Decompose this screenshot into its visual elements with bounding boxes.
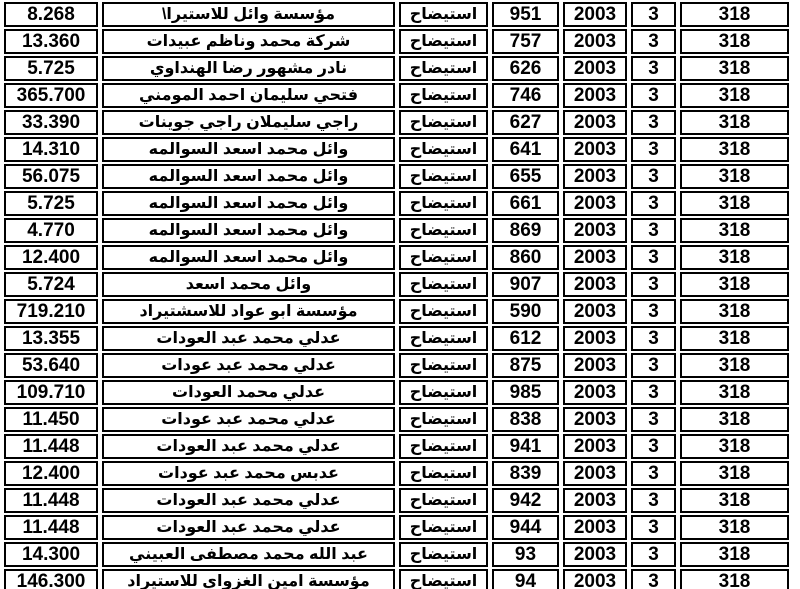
cell-statement-type: استيضاح [399, 218, 488, 243]
table-row [4, 245, 789, 270]
cell-year: 2003 [563, 569, 627, 589]
cell-month: 3 [631, 218, 676, 243]
table-row [4, 326, 789, 351]
cell-amount: 13.360 [4, 29, 98, 54]
table-row [4, 29, 789, 54]
cell-year: 2003 [563, 245, 627, 270]
cell-amount: 11.450 [4, 407, 98, 432]
table-row [4, 515, 789, 540]
cell-month: 3 [631, 380, 676, 405]
cell-amount: 5.725 [4, 191, 98, 216]
cell-amount: 109.710 [4, 380, 98, 405]
cell-serial-number: 985 [492, 380, 559, 405]
cell-month: 3 [631, 137, 676, 162]
cell-serial-number: 93 [492, 542, 559, 567]
table-row [4, 56, 789, 81]
cell-ref-number: 318 [680, 353, 789, 378]
cell-serial-number: 590 [492, 299, 559, 324]
table-row [4, 164, 789, 189]
cell-serial-number: 951 [492, 2, 559, 27]
cell-amount: 365.700 [4, 83, 98, 108]
cell-statement-type: استيضاح [399, 191, 488, 216]
cell-year: 2003 [563, 515, 627, 540]
cell-trader-name: فتحي سليمان احمد المومني [102, 83, 395, 108]
cell-statement-type: استيضاح [399, 380, 488, 405]
cell-month: 3 [631, 542, 676, 567]
cell-statement-type: استيضاح [399, 569, 488, 589]
cell-ref-number: 318 [680, 245, 789, 270]
cell-year: 2003 [563, 218, 627, 243]
cell-month: 3 [631, 407, 676, 432]
cell-amount: 5.724 [4, 272, 98, 297]
cell-year: 2003 [563, 434, 627, 459]
cell-trader-name: عدلي محمد العودات [102, 380, 395, 405]
cell-year: 2003 [563, 542, 627, 567]
cell-serial-number: 627 [492, 110, 559, 135]
cell-amount: 11.448 [4, 515, 98, 540]
cell-month: 3 [631, 461, 676, 486]
cell-year: 2003 [563, 353, 627, 378]
cell-serial-number: 757 [492, 29, 559, 54]
cell-serial-number: 907 [492, 272, 559, 297]
cell-ref-number: 318 [680, 218, 789, 243]
cell-statement-type: استيضاح [399, 326, 488, 351]
cell-serial-number: 875 [492, 353, 559, 378]
cell-trader-name: عدبس محمد عبد عودات [102, 461, 395, 486]
cell-month: 3 [631, 110, 676, 135]
cell-trader-name: عدلي محمد عبد عودات [102, 407, 395, 432]
cell-month: 3 [631, 83, 676, 108]
cell-amount: 14.310 [4, 137, 98, 162]
cell-amount: 11.448 [4, 434, 98, 459]
cell-serial-number: 942 [492, 488, 559, 513]
cell-year: 2003 [563, 2, 627, 27]
cell-statement-type: استيضاح [399, 407, 488, 432]
cell-trader-name: عدلي محمد عبد عودات [102, 353, 395, 378]
cell-trader-name: عدلي محمد عبد العودات [102, 326, 395, 351]
cell-statement-type: استيضاح [399, 515, 488, 540]
cell-serial-number: 661 [492, 191, 559, 216]
cell-trader-name: وائل محمد اسعد السوالمه [102, 137, 395, 162]
cell-ref-number: 318 [680, 380, 789, 405]
table-row [4, 110, 789, 135]
cell-serial-number: 626 [492, 56, 559, 81]
cell-month: 3 [631, 299, 676, 324]
cell-trader-name: عبد الله محمد مصطفى العبيني [102, 542, 395, 567]
cell-serial-number: 612 [492, 326, 559, 351]
cell-statement-type: استيضاح [399, 164, 488, 189]
cell-statement-type: استيضاح [399, 29, 488, 54]
cell-statement-type: استيضاح [399, 488, 488, 513]
table-row [4, 488, 789, 513]
cell-year: 2003 [563, 326, 627, 351]
cell-month: 3 [631, 326, 676, 351]
table-row [4, 434, 789, 459]
table-row [4, 353, 789, 378]
table-row [4, 137, 789, 162]
table-row [4, 380, 789, 405]
cell-serial-number: 869 [492, 218, 559, 243]
cell-month: 3 [631, 515, 676, 540]
table-row [4, 191, 789, 216]
table-row [4, 461, 789, 486]
cell-amount: 8.268 [4, 2, 98, 27]
cell-amount: 13.355 [4, 326, 98, 351]
table-row [4, 299, 789, 324]
cell-trader-name: نادر مشهور رضا الهنداوي [102, 56, 395, 81]
cell-year: 2003 [563, 380, 627, 405]
cell-ref-number: 318 [680, 407, 789, 432]
cell-year: 2003 [563, 29, 627, 54]
table-row [4, 272, 789, 297]
cell-ref-number: 318 [680, 569, 789, 589]
cell-month: 3 [631, 56, 676, 81]
cell-serial-number: 655 [492, 164, 559, 189]
cell-trader-name: راجي سليملان راجي جوينات [102, 110, 395, 135]
cell-year: 2003 [563, 272, 627, 297]
cell-month: 3 [631, 488, 676, 513]
cell-year: 2003 [563, 299, 627, 324]
cell-year: 2003 [563, 83, 627, 108]
cell-ref-number: 318 [680, 461, 789, 486]
cell-statement-type: استيضاح [399, 110, 488, 135]
cell-year: 2003 [563, 407, 627, 432]
cell-ref-number: 318 [680, 515, 789, 540]
cell-year: 2003 [563, 461, 627, 486]
cell-month: 3 [631, 434, 676, 459]
cell-year: 2003 [563, 110, 627, 135]
cell-month: 3 [631, 353, 676, 378]
cell-amount: 56.075 [4, 164, 98, 189]
cell-month: 3 [631, 164, 676, 189]
cell-month: 3 [631, 191, 676, 216]
cell-trader-name: وائل محمد اسعد السوالمه [102, 245, 395, 270]
cell-ref-number: 318 [680, 110, 789, 135]
cell-statement-type: استيضاح [399, 245, 488, 270]
cell-amount: 33.390 [4, 110, 98, 135]
cell-statement-type: استيضاح [399, 56, 488, 81]
cell-serial-number: 941 [492, 434, 559, 459]
cell-trader-name: وائل محمد اسعد [102, 272, 395, 297]
cell-amount: 53.640 [4, 353, 98, 378]
records-body [4, 2, 789, 589]
cell-trader-name: مؤسسة امين الغزواي للاستيراد [102, 569, 395, 589]
cell-serial-number: 944 [492, 515, 559, 540]
cell-serial-number: 94 [492, 569, 559, 589]
cell-trader-name: مؤسسة وائل للاستيرا\ [102, 2, 395, 27]
cell-statement-type: استيضاح [399, 461, 488, 486]
cell-trader-name: وائل محمد اسعد السوالمه [102, 191, 395, 216]
cell-trader-name: عدلي محمد عبد العودات [102, 515, 395, 540]
cell-year: 2003 [563, 164, 627, 189]
cell-serial-number: 746 [492, 83, 559, 108]
cell-amount: 719.210 [4, 299, 98, 324]
cell-statement-type: استيضاح [399, 83, 488, 108]
cell-ref-number: 318 [680, 272, 789, 297]
cell-ref-number: 318 [680, 488, 789, 513]
cell-serial-number: 641 [492, 137, 559, 162]
cell-amount: 12.400 [4, 245, 98, 270]
cell-ref-number: 318 [680, 434, 789, 459]
cell-month: 3 [631, 245, 676, 270]
table-row [4, 218, 789, 243]
cell-statement-type: استيضاح [399, 353, 488, 378]
cell-statement-type: استيضاح [399, 299, 488, 324]
cell-statement-type: استيضاح [399, 542, 488, 567]
cell-amount: 146.300 [4, 569, 98, 589]
cell-month: 3 [631, 2, 676, 27]
cell-trader-name: وائل محمد اسعد السوالمه [102, 218, 395, 243]
table-row [4, 569, 789, 589]
cell-statement-type: استيضاح [399, 272, 488, 297]
cell-year: 2003 [563, 56, 627, 81]
cell-ref-number: 318 [680, 83, 789, 108]
cell-ref-number: 318 [680, 191, 789, 216]
cell-month: 3 [631, 569, 676, 589]
table-row [4, 407, 789, 432]
cell-amount: 4.770 [4, 218, 98, 243]
cell-statement-type: استيضاح [399, 434, 488, 459]
cell-ref-number: 318 [680, 326, 789, 351]
cell-trader-name: عدلي محمد عبد العودات [102, 488, 395, 513]
cell-ref-number: 318 [680, 2, 789, 27]
cell-trader-name: شركة محمد وناظم عبيدات [102, 29, 395, 54]
cell-month: 3 [631, 29, 676, 54]
cell-year: 2003 [563, 191, 627, 216]
cell-amount: 11.448 [4, 488, 98, 513]
cell-statement-type: استيضاح [399, 137, 488, 162]
cell-serial-number: 860 [492, 245, 559, 270]
cell-serial-number: 839 [492, 461, 559, 486]
cell-serial-number: 838 [492, 407, 559, 432]
cell-statement-type: استيضاح [399, 2, 488, 27]
cell-ref-number: 318 [680, 542, 789, 567]
cell-ref-number: 318 [680, 299, 789, 324]
cell-trader-name: عدلي محمد عبد العودات [102, 434, 395, 459]
cell-ref-number: 318 [680, 29, 789, 54]
table-row [4, 2, 789, 27]
cell-amount: 12.400 [4, 461, 98, 486]
cell-trader-name: مؤسسة ابو عواد للاسشتيراد [102, 299, 395, 324]
cell-month: 3 [631, 272, 676, 297]
cell-amount: 14.300 [4, 542, 98, 567]
cell-year: 2003 [563, 137, 627, 162]
cell-trader-name: وائل محمد اسعد السوالمه [102, 164, 395, 189]
cell-amount: 5.725 [4, 56, 98, 81]
cell-ref-number: 318 [680, 137, 789, 162]
table-row [4, 542, 789, 567]
cell-ref-number: 318 [680, 56, 789, 81]
table-row [4, 83, 789, 108]
cell-year: 2003 [563, 488, 627, 513]
cell-ref-number: 318 [680, 164, 789, 189]
